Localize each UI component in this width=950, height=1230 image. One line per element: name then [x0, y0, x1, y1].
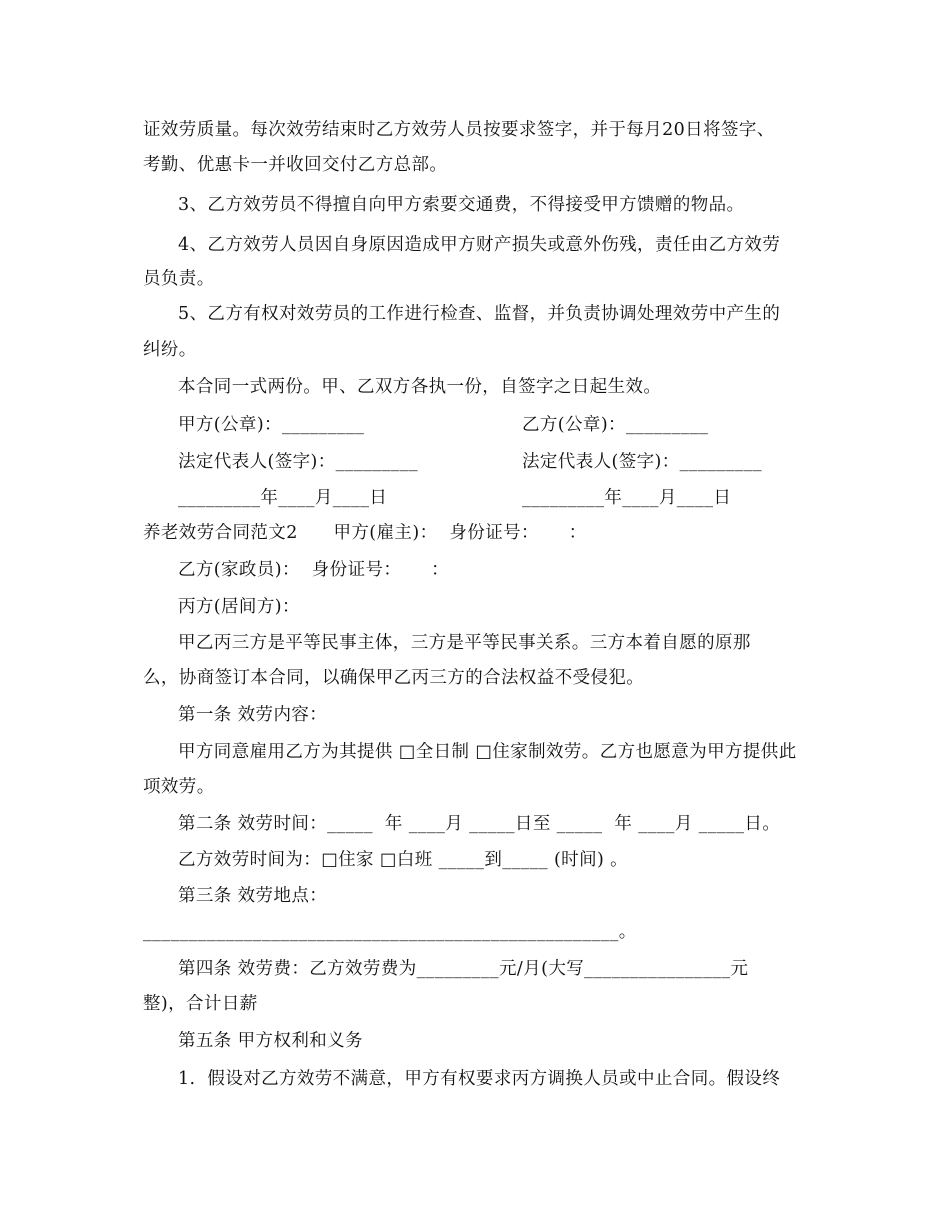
party-b-seal-field: 乙方(公章)：_________ [522, 415, 709, 435]
party-a-rep-field: 法定代表人(签字)：_________ [178, 452, 419, 472]
party-b-rep-field: 法定代表人(签字)：_________ [522, 452, 763, 472]
article-1-title: 第一条 效劳内容： [178, 705, 328, 725]
paragraph-line: 证效劳质量。每次效劳结束时乙方效劳人员按要求签字，并于每月20日将签字、 [143, 120, 775, 140]
party-c-line: 丙方(居间方)： [178, 597, 300, 617]
clause-item-5: 5、乙方有权对效劳员的工作进行检查、监督，并负责协调处理效劳中产生的 [178, 304, 781, 324]
paragraph-line: 纠纷。 [143, 340, 197, 360]
party-a-seal-field: 甲方(公章)：_________ [178, 415, 365, 435]
paragraph-line: 整)，合计日薪 [143, 994, 258, 1014]
contract-2-heading: 养老效劳合同范文2 甲方(雇主)： 身份证号： ： [143, 523, 587, 543]
paragraph-line: 员负责。 [143, 269, 215, 289]
article-2-body: 乙方效劳时间为：□住家 □白班 _____到_____ (时间) 。 [178, 850, 629, 870]
article-2-title: 第二条 效劳时间：_____ 年 ____月 _____日至 _____ 年 ____月 _____日。 [178, 814, 781, 834]
copies-statement: 本合同一式两份。甲、乙双方各执一份，自签字之日起生效。 [178, 377, 662, 397]
article-5-item-1: 1. 假设对乙方效劳不满意，甲方有权要求丙方调换人员或中止合同。假设终 [178, 1069, 781, 1089]
party-b-date-field: _________年____月____日 [522, 488, 732, 508]
article-3-blank-line: ____________________________________________________。 [143, 922, 637, 942]
article-5-title: 第五条 甲方权利和义务 [178, 1031, 363, 1051]
paragraph-line: 项效劳。 [143, 777, 215, 797]
article-1-body: 甲方同意雇用乙方为其提供 □全日制 □住家制效劳。乙方也愿意为甲方提供此 [178, 742, 797, 762]
paragraph-line: 么，协商签订本合同，以确保甲乙丙三方的合法权益不受侵犯。 [143, 668, 645, 688]
clause-item-4: 4、乙方效劳人员因自身原因造成甲方财产损失或意外伤残，责任由乙方效劳 [178, 235, 781, 255]
party-b-line: 乙方(家政员)： 身份证号： ： [178, 560, 449, 580]
party-a-date-field: _________年____月____日 [178, 488, 388, 508]
paragraph-line: 考勤、优惠卡一并收回交付乙方总部。 [143, 155, 448, 175]
clause-item-3: 3、乙方效劳员不得擅自向甲方索要交通费，不得接受甲方馈赠的物品。 [178, 195, 745, 215]
intro-paragraph: 甲乙丙三方是平等民事主体，三方是平等民事关系。三方本着自愿的原那 [178, 633, 751, 653]
article-4-title: 第四条 效劳费：乙方效劳费为_________元/月(大写________________元 [178, 959, 749, 979]
article-3-title: 第三条 效劳地点： [178, 886, 328, 906]
